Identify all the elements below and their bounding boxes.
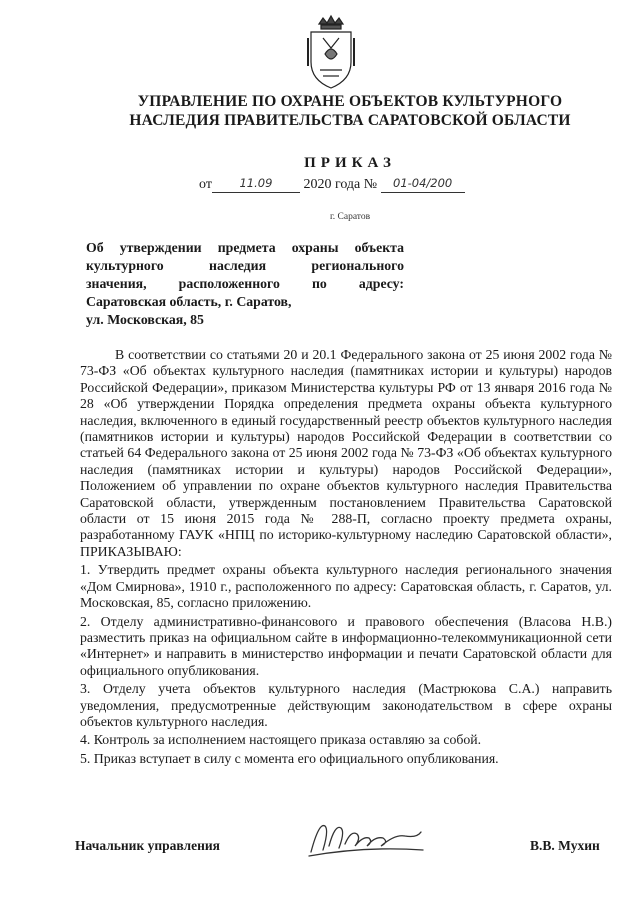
date-prefix: от <box>199 177 212 192</box>
subject-line: Саратовская область, г. Саратов, <box>86 294 292 309</box>
city-label: г. Саратов <box>329 212 371 222</box>
handwritten-date: 11.09 <box>212 176 300 193</box>
order-item-2: 2. Отделу административно-финансового и правового обеспечения (Власова Н.В.) разместить приказ на официальном сайте в информационно-телекоммуникационной сети «Интернет» и направить в министерство информации и печати Саратовской области для официального опубликования. <box>80 613 612 678</box>
order-item-1: 1. Утвердить предмет охраны объекта культурного наследия регионального значения «Дом Смирнова», 1910 г., расположенного по адресу: Саратовская область, г. Саратов, ул. Московская, 85, согласно приложению. <box>80 562 612 611</box>
order-item-5: 5. Приказ вступает в силу с момента его официального опубликования. <box>80 750 499 766</box>
subject-line: значения, расположенного по адресу: <box>86 276 404 291</box>
order-date-row <box>199 176 465 193</box>
order-subject <box>86 239 404 329</box>
org-title-line-1: УПРАВЛЕНИЕ ПО ОХРАНЕ ОБЪЕКТОВ КУЛЬТУРНОГО <box>137 93 563 110</box>
signer-position: Начальник управления <box>75 838 220 853</box>
year-label: 2020 года № <box>303 177 378 192</box>
order-item-3: 3. Отделу учета объектов культурного наследия (Мастрюкова С.А.) направить уведомления, предусмотренные действующим законодательством в сфере охраны объектов культурного наследия. <box>80 681 612 729</box>
subject-line: Об утверждении предмета охраны объекта <box>86 240 404 255</box>
handwritten-signature <box>305 816 425 860</box>
document-type-title: ПРИКАЗ <box>304 155 396 171</box>
organization-title <box>60 92 640 130</box>
preamble-paragraph: В соответствии со статьями 20 и 20.1 Федерального закона от 25 июня 2002 года № 73-ФЗ «Об объектах культурного наследия (памятниках истории и культуры) народов Российской Федерации», приказом Министерства культуры РФ от 13 января 2016 года № 28 «Об утверждении Порядка определения предмета охраны объекта культурного наследия, включенного в единый государственный реестр объектов культурного наследия (памятников истории и культуры) народов Российской Федерации в соответствии со статьей 64 Федерального закона от 25 июня 2002 года № 73-ФЗ «Об объектах культурного наследия (памятниках истории и культуры) народов Российской Федерации», Положением об управлении по охране объектов культурного наследия Правительства Саратовской области, утвержденным постановлением Правительства Саратовской области от 15 июня 2015 года № 288-П, согласно проекту предмета охраны, разработанному ГАУК «НПЦ по историко-культурному наследию Саратовской области», ПРИКАЗЫВАЮ: <box>80 347 612 559</box>
subject-line: ул. Московская, 85 <box>86 312 204 327</box>
order-body <box>80 347 612 767</box>
signer-name: В.В. Мухин <box>530 838 600 853</box>
org-title-line-2: НАСЛЕДИЯ ПРАВИТЕЛЬСТВА САРАТОВСКОЙ ОБЛАСТИ <box>129 112 571 129</box>
order-item-4: 4. Контроль за исполнением настоящего приказа оставляю за собой. <box>80 732 482 748</box>
coat-of-arms-emblem <box>305 14 357 92</box>
handwritten-order-number: 01-04/200 <box>381 176 465 193</box>
subject-line: культурного наследия регионального <box>86 258 404 273</box>
